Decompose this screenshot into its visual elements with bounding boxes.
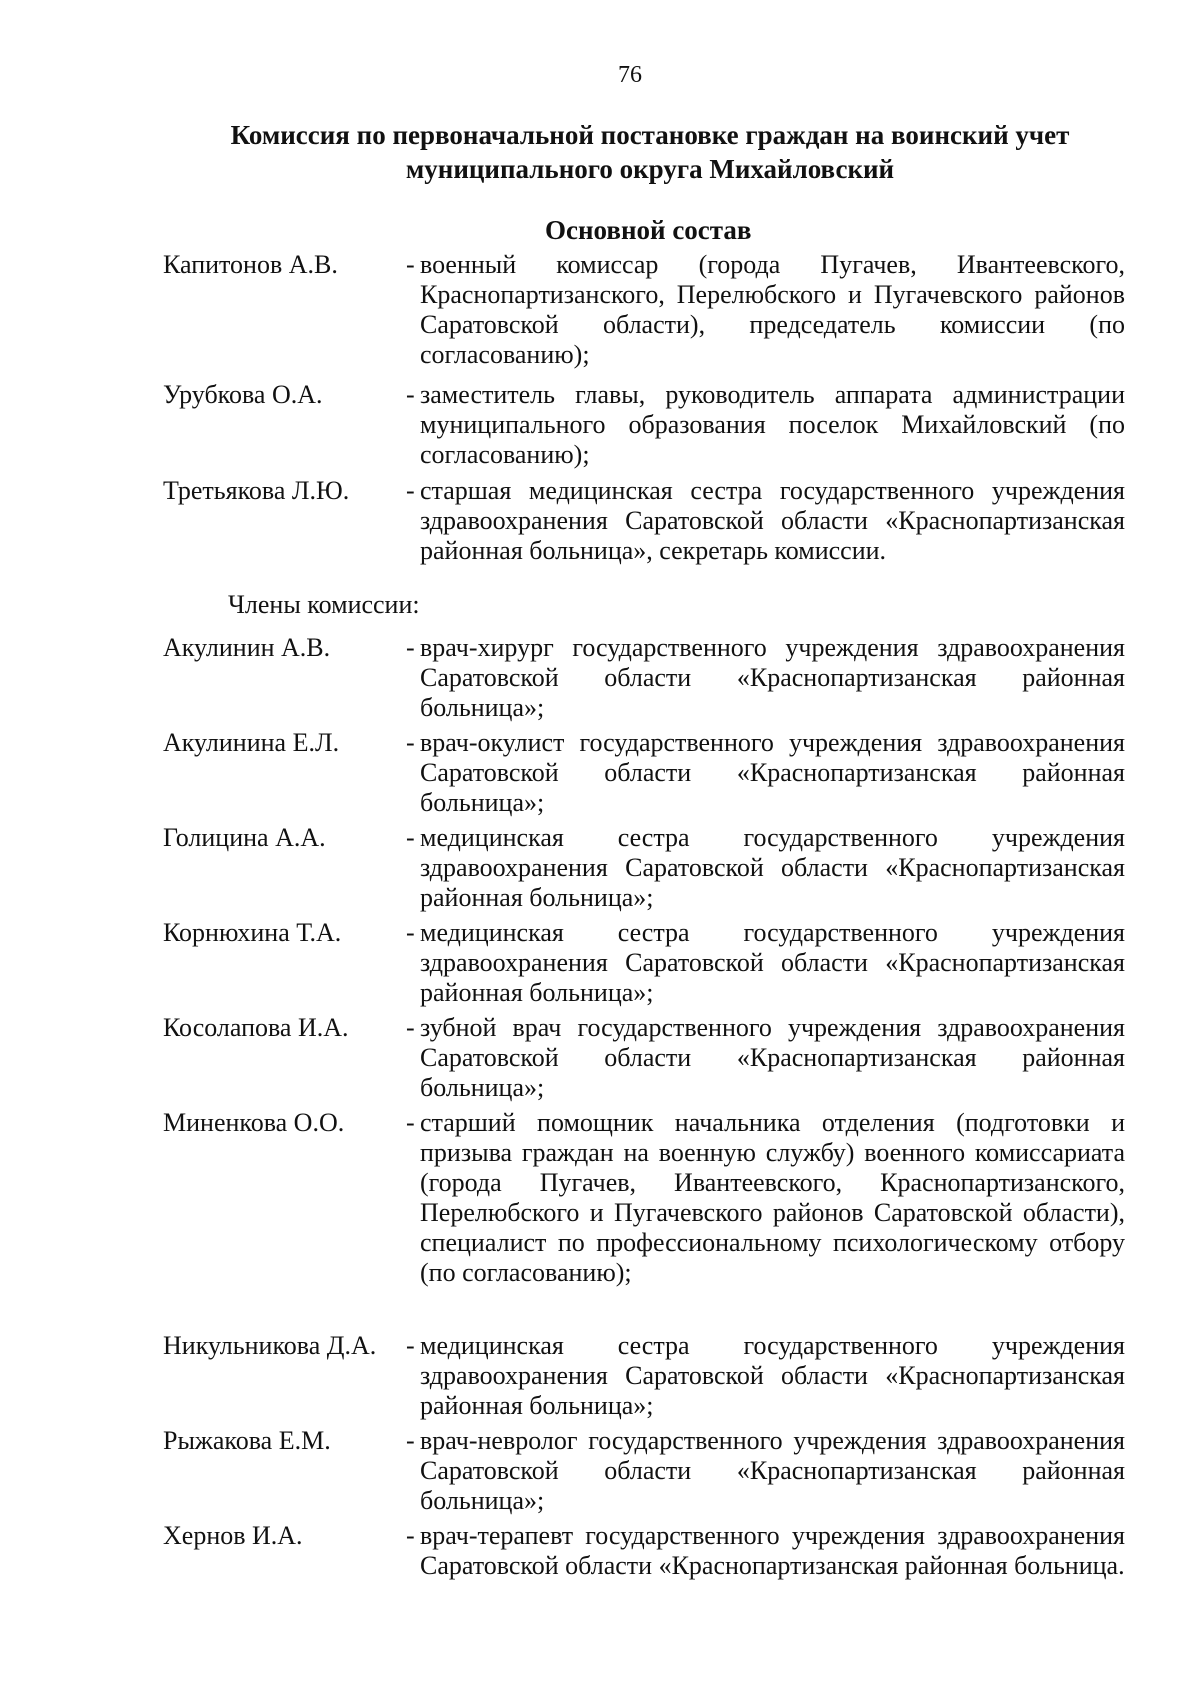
member-name: Корнюхина Т.А. — [163, 918, 342, 947]
entry-dash: - — [406, 476, 415, 505]
entry-dash: - — [406, 380, 415, 409]
title-line-1: Комиссия по первоначальной постановке граждан на воинский учет — [230, 120, 1070, 150]
member-name: Урубкова О.А. — [163, 380, 323, 409]
entry-dash: - — [406, 1521, 415, 1550]
member-role — [406, 918, 1125, 1008]
member-role — [406, 1331, 1125, 1421]
member-role-text: старший помощник начальника отделения (подготовки и призыва граждан на военную службу) военного комиссариата (города Пугачев, Ивантеевского, Краснопартизанского, Перелюбского и Пугачевского районов Саратовской области), специалист по профессиональному психологическому отбору (по согласованию); — [420, 1108, 1125, 1287]
member-role — [406, 1521, 1125, 1581]
member-name: Акулинин А.В. — [163, 633, 331, 662]
member-role — [406, 823, 1125, 913]
title-line-2: муниципального округа Михайловский — [405, 154, 895, 184]
entry-dash: - — [406, 633, 415, 662]
document-title — [150, 118, 1150, 186]
member-name: Миненкова О.О. — [163, 1108, 345, 1137]
member-role — [406, 1108, 1125, 1288]
entry-dash: - — [406, 1108, 415, 1137]
member-role-text: старшая медицинская сестра государственного учреждения здравоохранения Саратовской области «Краснопартизанская районная больница», секретарь комиссии. — [420, 476, 1125, 565]
entry-dash: - — [406, 250, 415, 279]
member-name: Третьякова Л.Ю. — [163, 476, 350, 505]
member-role — [406, 380, 1125, 470]
member-role-text: зубной врач государственного учреждения здравоохранения Саратовской области «Краснопартизанская районная больница»; — [420, 1013, 1125, 1102]
member-name: Голицина А.А. — [163, 823, 326, 852]
member-role — [406, 250, 1125, 370]
member-name: Рыжакова Е.М. — [163, 1426, 331, 1455]
member-role-text: врач-терапевт государственного учреждения здравоохранения Саратовской области «Краснопартизанская районная больница. — [420, 1521, 1125, 1580]
member-name: Косолапова И.А. — [163, 1013, 349, 1042]
entry-dash: - — [406, 1331, 415, 1360]
member-role-text: медицинская сестра государственного учреждения здравоохранения Саратовской области «Краснопартизанская районная больница»; — [420, 823, 1125, 912]
member-role-text: врач-окулист государственного учреждения здравоохранения Саратовской области «Краснопартизанская районная больница»; — [420, 728, 1125, 817]
member-name: Никульникова Д.А. — [163, 1331, 377, 1360]
entry-dash: - — [406, 1426, 415, 1455]
member-role — [406, 476, 1125, 566]
member-role-text: военный комиссар (города Пугачев, Ивантеевского, Краснопартизанского, Перелюбского и Пугачевского районов Саратовской области), председатель комиссии (по согласованию); — [420, 250, 1125, 369]
member-name: Хернов И.А. — [163, 1521, 303, 1550]
member-role-text: врач-невролог государственного учреждения здравоохранения Саратовской области «Краснопартизанская районная больница»; — [420, 1426, 1125, 1515]
member-name: Акулинина Е.Л. — [163, 728, 340, 757]
member-role-text: заместитель главы, руководитель аппарата администрации муниципального образования поселок Михайловский (по согласованию); — [420, 380, 1125, 469]
page-number: 76 — [618, 62, 642, 88]
entry-dash: - — [406, 1013, 415, 1042]
entry-dash: - — [406, 918, 415, 947]
member-role-text: медицинская сестра государственного учреждения здравоохранения Саратовской области «Краснопартизанская районная больница»; — [420, 918, 1125, 1007]
member-role — [406, 1426, 1125, 1516]
members-heading: Члены комиссии: — [228, 590, 420, 619]
entry-dash: - — [406, 823, 415, 852]
entry-dash: - — [406, 728, 415, 757]
member-name: Капитонов А.В. — [163, 250, 338, 279]
member-role — [406, 728, 1125, 818]
member-role — [406, 633, 1125, 723]
member-role-text: медицинская сестра государственного учреждения здравоохранения Саратовской области «Краснопартизанская районная больница»; — [420, 1331, 1125, 1420]
main-composition-heading: Основной состав — [545, 215, 752, 245]
member-role-text: врач-хирург государственного учреждения здравоохранения Саратовской области «Краснопартизанская районная больница»; — [420, 633, 1125, 722]
member-role — [406, 1013, 1125, 1103]
